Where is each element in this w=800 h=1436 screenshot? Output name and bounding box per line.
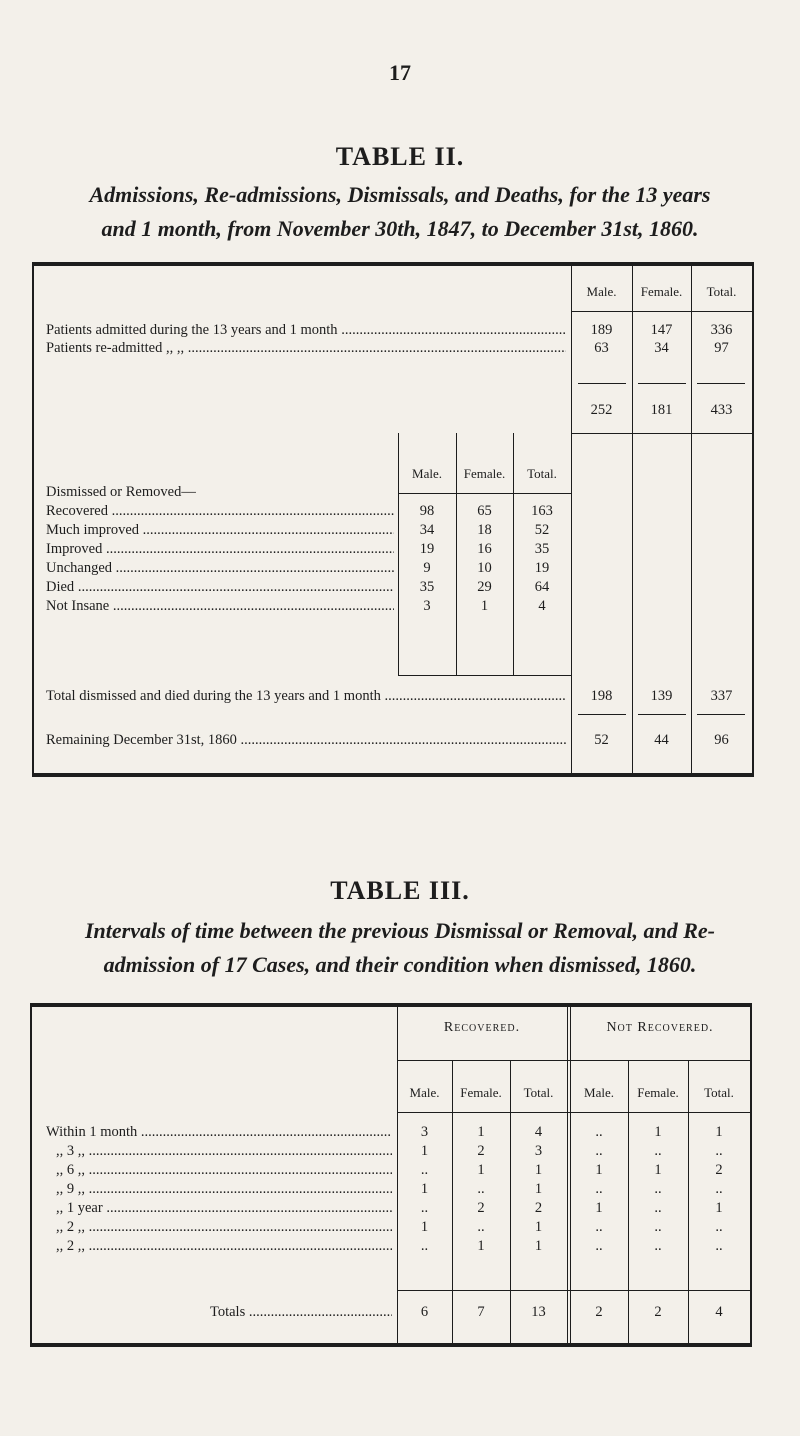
table-2-dismissed-label: Died ..... xyxy=(46,579,394,596)
table-2-dismissed-male: 3 xyxy=(423,598,431,614)
table-3-row-label: Within 1 month ..... xyxy=(46,1124,392,1141)
table-3-cell: 1 xyxy=(534,1238,543,1254)
table-2-dismissed-label: Unchanged ..... xyxy=(46,560,394,577)
table-3-cell: .. xyxy=(595,1238,603,1254)
table-2-dismissed-label: Improved ..... xyxy=(46,541,394,558)
table-3-cell: 2 xyxy=(477,1143,485,1159)
table-2-admitted-total: 336 xyxy=(710,322,733,338)
table-2-total-dismissed-label: Total dismissed and died during the 13 years and 1 month ..... xyxy=(46,688,566,705)
table-2-dismissed-female: 29 xyxy=(477,579,492,595)
table-3-cell: 1 xyxy=(420,1143,429,1159)
table-3-cell: 1 xyxy=(477,1238,485,1254)
table-2-sub-header-total: Total. xyxy=(527,466,557,481)
table-3-cell: .. xyxy=(477,1181,485,1197)
table-3-col-line xyxy=(567,1007,568,1343)
table-3-cell: 1 xyxy=(595,1162,603,1178)
table-2-remaining-male: 52 xyxy=(594,732,609,748)
table-2-remaining-label: Remaining December 31st, 1860 ..... xyxy=(46,732,566,749)
table-3-total-cell: 13 xyxy=(531,1304,546,1320)
table-3-header-n-total: Total. xyxy=(704,1085,734,1100)
table-2-dismissed-label: Not Insane ..... xyxy=(46,598,394,615)
table-3-cell: .. xyxy=(715,1219,723,1235)
table-3-header-rule xyxy=(397,1112,750,1113)
table-3-cell: 1 xyxy=(534,1181,543,1197)
table-3-group-recovered: Recovered. xyxy=(443,1020,521,1035)
table-2-subtotal-rule xyxy=(578,383,626,384)
table-2-total-dismissed-female: 139 xyxy=(650,688,673,704)
page-number: 17 xyxy=(389,60,411,85)
table-3-cell: 1 xyxy=(477,1162,485,1178)
table-2-dismissed-label: Much improved ..... xyxy=(46,522,394,539)
table-3-cell: 1 xyxy=(420,1181,429,1197)
table-2-dismissed-female: 10 xyxy=(477,560,492,576)
table-3-caption-line-2: admission of 17 Cases, and their condition when dismissed, 1860. xyxy=(103,952,697,977)
table-3-total-cell: 7 xyxy=(477,1304,485,1320)
table-2-dismissed-male: 98 xyxy=(419,503,435,519)
table-2-readmitted-male: 63 xyxy=(594,340,609,356)
table-3-cell: .. xyxy=(654,1219,662,1235)
table-2-subtotal-male: 252 xyxy=(590,402,613,418)
table-3-row-label: ,, 2 ,, ..... xyxy=(56,1219,392,1236)
table-2-readmitted-label: Patients re-admitted ,, ,, ..... xyxy=(46,340,566,357)
table-2-header-rule xyxy=(571,311,752,312)
table-3-cell: 3 xyxy=(534,1143,543,1159)
table-3-header-r-total: Total. xyxy=(523,1085,554,1100)
table-3-header-r-male: Male. xyxy=(409,1085,440,1100)
table-2-dismissed-total: 163 xyxy=(531,503,553,519)
table-3-total-cell: 2 xyxy=(595,1304,603,1320)
table-2-admitted-female: 147 xyxy=(650,322,673,338)
table-2-subtotal-rule xyxy=(638,383,686,384)
table-3-cell: .. xyxy=(595,1143,603,1159)
table-3-total-cell: 2 xyxy=(654,1304,662,1320)
table-3-cell: .. xyxy=(654,1143,662,1159)
table-3-cell: .. xyxy=(654,1181,662,1197)
table-3-total-cell: 4 xyxy=(715,1304,723,1320)
table-3-caption-line-1: Intervals of time between the previous Dismissal or Removal, and Re- xyxy=(84,918,716,943)
table-3-cell: .. xyxy=(654,1200,662,1216)
table-2-dismissed-male: 9 xyxy=(423,560,431,576)
table-2-header-male: Male. xyxy=(586,284,617,299)
table-2-caption-line-1: Admissions, Re-admissions, Dismissals, and Deaths, for the 13 years xyxy=(89,182,711,207)
table-2-dismissed-female: 16 xyxy=(477,541,492,557)
table-3-cell: 1 xyxy=(420,1219,429,1235)
table-2-subtotal-total: 433 xyxy=(710,402,733,418)
table-2-readmitted-female: 34 xyxy=(654,340,669,356)
table-3-cell: 1 xyxy=(595,1200,603,1216)
table-3-cell: 2 xyxy=(477,1200,485,1216)
table-3-cell: .. xyxy=(595,1124,603,1140)
table-2-dismissed-female: 18 xyxy=(477,522,492,538)
table-2-dismissed-total: 35 xyxy=(534,541,550,557)
table-2-section-rule xyxy=(571,433,752,434)
table-2-dismissed-total: 4 xyxy=(538,598,546,614)
table-2-header-total: Total. xyxy=(706,284,737,299)
table-2-readmitted-total: 97 xyxy=(714,340,729,356)
table-3-cell: 1 xyxy=(534,1162,543,1178)
table-3-totals-rule xyxy=(397,1290,750,1291)
table-2-dismissed-label: Recovered ..... xyxy=(46,503,394,520)
table-2-dismissed-total: 19 xyxy=(534,560,550,576)
table-3-row-label: ,, 6 ,, ..... xyxy=(56,1162,392,1179)
table-3-header-n-male: Male. xyxy=(584,1085,614,1100)
table-2-remaining-total: 96 xyxy=(714,732,729,748)
table-3-cell: 1 xyxy=(654,1124,662,1140)
table-2-caption-line-2: and 1 month, from November 30th, 1847, to December 31st, 1860. xyxy=(101,216,699,241)
table-3-cell: .. xyxy=(420,1200,429,1216)
table-2-dismissed-total: 64 xyxy=(534,579,550,595)
table-3-totals-label: Totals ..... xyxy=(210,1304,392,1321)
table-3-cell: .. xyxy=(654,1238,662,1254)
table-2-header-female: Female. xyxy=(640,284,683,299)
table-3-cell: .. xyxy=(715,1238,723,1254)
table-3-cell: 3 xyxy=(420,1124,429,1140)
table-3-cell: 2 xyxy=(715,1162,723,1178)
table-2-dismissed-male: 19 xyxy=(419,541,435,557)
table-3-row-label: ,, 1 year ..... xyxy=(56,1200,392,1217)
table-3-cell: .. xyxy=(477,1219,485,1235)
table-3-row-label: ,, 9 ,, ..... xyxy=(56,1181,392,1198)
table-2-dismissed-female: 65 xyxy=(477,503,492,519)
table-3-total-cell: 6 xyxy=(420,1304,429,1320)
table-3-cell: .. xyxy=(715,1143,723,1159)
table-2-remaining-female: 44 xyxy=(654,732,669,748)
table-3-cell: .. xyxy=(595,1181,603,1197)
table-2-total-dismissed-male: 198 xyxy=(590,688,613,704)
table-3-cell: 1 xyxy=(715,1124,723,1140)
table-2-sub-header-male: Male. xyxy=(412,466,442,481)
table-3-cell: 4 xyxy=(534,1124,543,1140)
table-3-cell: .. xyxy=(420,1238,429,1254)
table-2-dismissed-total: 52 xyxy=(534,522,550,538)
table-3-cell: 1 xyxy=(534,1219,543,1235)
table-3-cell: .. xyxy=(715,1181,723,1197)
table-2-total-rule xyxy=(697,714,745,715)
table-2-dismissed-male: 35 xyxy=(419,579,435,595)
table-3-title: TABLE III. xyxy=(330,876,470,905)
table-3-cell: 1 xyxy=(715,1200,723,1216)
table-2-dismissed-female: 1 xyxy=(480,598,489,614)
table-3-row-label: ,, 3 ,, ..... xyxy=(56,1143,392,1160)
table-2-sub-bottom-rule xyxy=(398,675,571,676)
table-3-cell: .. xyxy=(420,1162,429,1178)
table-3-group-rule xyxy=(397,1060,750,1061)
table-2-subtotal-female: 181 xyxy=(650,402,673,418)
table-3-group-not-recovered: Not Recovered. xyxy=(606,1020,714,1035)
table-2-total-dismissed-total: 337 xyxy=(710,688,733,704)
table-3-cell: 2 xyxy=(534,1200,543,1216)
table-3-header-r-female: Female. xyxy=(460,1085,502,1100)
table-2-subtotal-rule xyxy=(697,383,745,384)
table-2-admitted-male: 189 xyxy=(590,322,613,338)
table-2-sub-header-female: Female. xyxy=(463,466,506,481)
table-2-sub-header-rule xyxy=(398,493,571,494)
table-2-total-rule xyxy=(638,714,686,715)
table-2-dismissed-male: 34 xyxy=(419,522,435,538)
table-3-cell: 1 xyxy=(477,1124,485,1140)
table-2-total-rule xyxy=(578,714,626,715)
table-2-admitted-label: Patients admitted during the 13 years and 1 month ..... xyxy=(46,322,566,339)
table-2-title: TABLE II. xyxy=(335,142,465,171)
table-3-row-label: ,, 2 ,, ..... xyxy=(56,1238,392,1255)
table-3-cell: .. xyxy=(595,1219,603,1235)
table-3-header-n-female: Female. xyxy=(637,1085,679,1100)
table-2-dismissed-heading: Dismissed or Removed— xyxy=(46,484,196,500)
table-3-cell: 1 xyxy=(654,1162,662,1178)
